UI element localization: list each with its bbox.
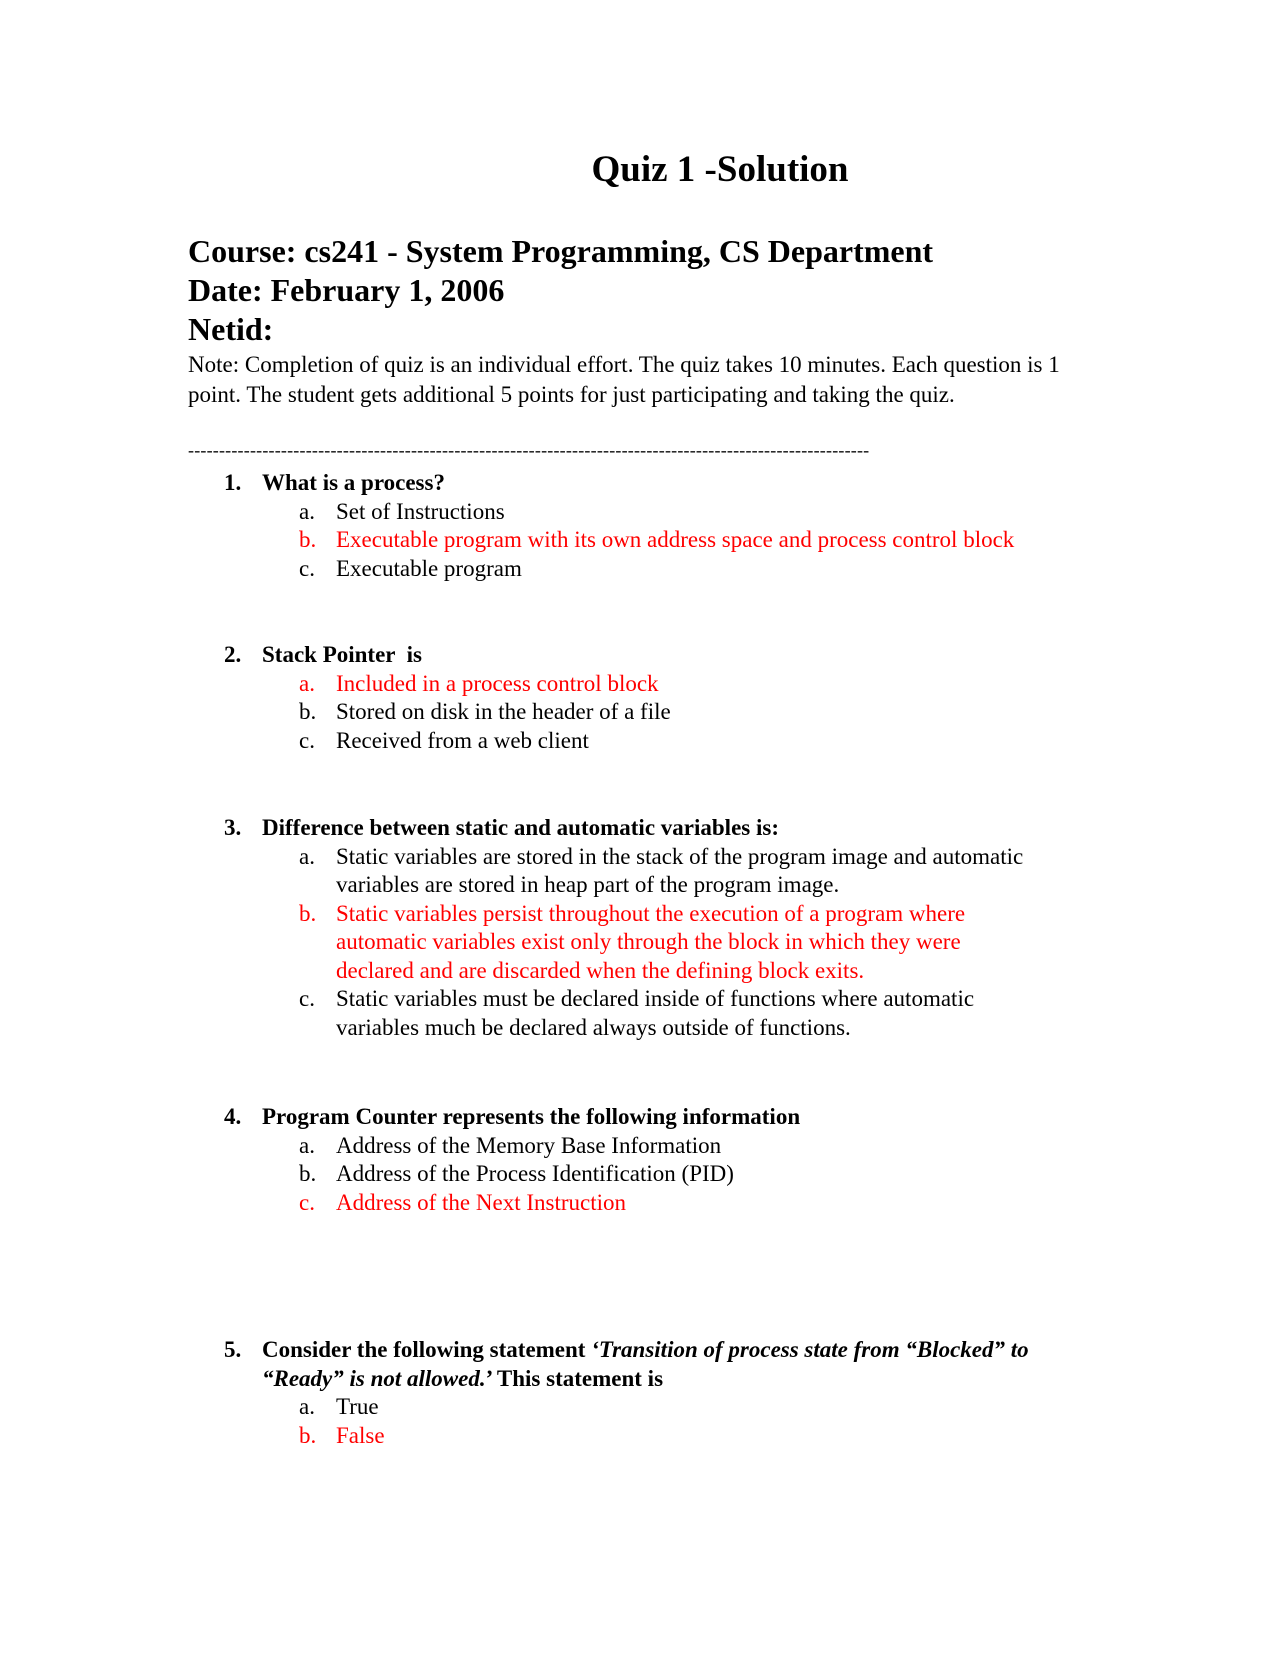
option-text: Set of Instructions — [336, 498, 505, 524]
question-2 — [224, 641, 1104, 755]
option-a — [224, 1132, 1104, 1161]
option-text: Address of the Process Identification (PID) — [336, 1161, 734, 1186]
option-c — [224, 985, 1104, 1042]
option-text: Address of the Next Instruction — [336, 1189, 626, 1215]
question-heading — [224, 1103, 1104, 1132]
option-letter: b. — [299, 1161, 317, 1186]
option-b-correct — [224, 1422, 1084, 1451]
option-text: Executable program with its own address space and process control block — [336, 527, 1015, 552]
question-number: 5. — [224, 1337, 242, 1362]
divider-line: -------------------------------------------------------------------------------------------------------------- — [188, 440, 870, 460]
option-b-correct — [224, 526, 1104, 555]
question-text: Stack Pointer is — [262, 642, 422, 667]
option-text: True — [336, 1394, 379, 1419]
question-number: 3. — [224, 815, 242, 840]
option-c-correct — [224, 1189, 1104, 1218]
option-a — [224, 498, 1104, 527]
option-text: False — [336, 1422, 385, 1448]
netid-line: Netid: — [188, 311, 274, 347]
option-a-correct — [224, 670, 1104, 699]
option-text: Received from a web client — [336, 727, 589, 753]
option-letter: a. — [299, 1132, 315, 1158]
option-letter: c. — [299, 555, 315, 581]
option-letter: a. — [299, 498, 315, 524]
question-text — [262, 1337, 1029, 1391]
question-text: Difference between static and automatic variables is: — [262, 815, 779, 840]
option-letter: b. — [299, 1422, 317, 1448]
option-a — [224, 1393, 1084, 1422]
question-4 — [224, 1103, 1104, 1217]
option-letter: b. — [299, 527, 317, 552]
question-heading — [224, 641, 1104, 670]
option-b — [224, 1160, 1104, 1189]
question-1 — [224, 469, 1104, 583]
question-number: 1. — [224, 470, 242, 495]
option-letter: b. — [299, 900, 317, 926]
option-letter: c. — [299, 727, 315, 753]
option-c — [224, 555, 1104, 584]
option-text: Stored on disk in the header of a file — [336, 699, 671, 724]
question-heading — [224, 469, 1104, 498]
question-text-prefix: Consider the following statement — [262, 1337, 592, 1362]
option-letter: a. — [299, 1394, 315, 1419]
question-heading — [224, 814, 1104, 843]
option-c — [224, 727, 1104, 756]
question-heading — [224, 1336, 1084, 1393]
quiz-note: Note: Completion of quiz is an individual effort. The quiz takes 10 minutes. Each question is 1 point. The student gets additional 5 points for just participating and taking the quiz. — [188, 352, 1060, 407]
option-text: Address of the Memory Base Information — [336, 1132, 722, 1158]
option-text: Static variables must be declared inside of functions where automatic variables much be declared always outside of functions. — [336, 986, 975, 1040]
question-text: Program Counter represents the following information — [262, 1104, 801, 1129]
option-text: Static variables are stored in the stack of the program image and automatic variables are stored in heap part of the program image. — [336, 843, 1024, 897]
option-letter: a. — [299, 670, 315, 696]
question-number: 4. — [224, 1104, 242, 1129]
question-text-quote: ‘Transition of process state from “Blocked” to “Ready” is not allowed. — [262, 1337, 1029, 1391]
question-5 — [224, 1336, 1084, 1450]
course-line: Course: cs241 - System Programming, CS Department — [188, 233, 934, 269]
question-number: 2. — [224, 642, 242, 667]
option-text: Included in a process control block — [336, 670, 659, 696]
quiz-header — [188, 232, 1088, 349]
option-text: Static variables persist throughout the execution of a program where automatic variables exist only through the block in which they were declared and are discarded when the defining block exits. — [336, 900, 966, 983]
question-text: What is a process? — [262, 470, 445, 495]
option-letter: c. — [299, 1189, 315, 1215]
option-letter: a. — [299, 843, 315, 869]
option-text: Executable program — [336, 555, 522, 581]
page-title: Quiz 1 -Solution — [591, 149, 849, 190]
question-text-suffix: ’ This statement is — [485, 1365, 664, 1391]
option-letter: b. — [299, 699, 317, 724]
question-3 — [224, 814, 1104, 1042]
date-line: Date: February 1, 2006 — [188, 272, 505, 308]
option-b-correct — [224, 900, 1104, 986]
option-letter: c. — [299, 986, 315, 1011]
option-b — [224, 698, 1104, 727]
option-a — [224, 843, 1104, 900]
